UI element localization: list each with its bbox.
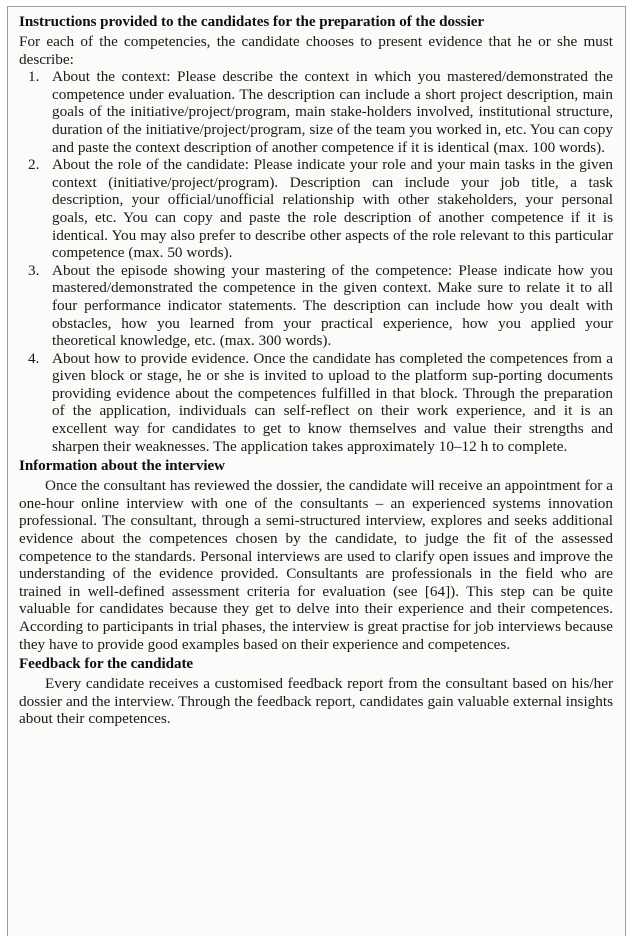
section-heading-feedback: Feedback for the candidate [19,656,194,673]
list-item-text: About how to provide evidence. Once the candidate has completed the competences from a given block or stage, he or she is invited to upload to the platform sup-porting documents providing evidence about the competences fulfilled in that block. Through the preparation of the application, individuals can self-reflect on their work experience, and it is an excellent way for candidates to get to know themselves and value their strengths and sharpen their weaknesses. The application takes approximately 10–12 h to complete. [52,349,613,455]
interview-body-paragraph: Once the consultant has reviewed the dossier, the candidate will receive an appointment for a one-hour online interview with one of the consultants – an experienced systems innovation professional. The consultant, through a semi-structured interview, explores and seeks additional evidence about the competences chosen by the candidate, to judge the fit of the assessed competence to the standards. Personal interviews are used to clarify open issues and improve the understanding of the evidence provided. Consultants are professionals in the field who are trained in well-defined assessment criteria for evaluation (see [64]). This step can be quite valuable for candidates because they get to delve into their experience and their competences. According to participants in trial phases, the interview is great practise for job interviews because they have to provide good examples based on their experience and competences. [19,477,613,653]
list-item-number: 3. [28,261,40,279]
list-item [19,262,613,350]
list-item [19,156,613,262]
feedback-body-paragraph: Every candidate receives a customised feedback report from the consultant based on his/her dossier and the interview. Through the feedback report, candidates gain valuable external insights about their competences. [19,675,613,728]
list-item-text: About the episode showing your mastering of the competence: Please indicate how you mastered/demonstrated the competence in the given context. Make sure to relate it to all four performance indicator statements. The description can include how you dealt with obstacles, how you learned from your practical experience, how you applied your theoretical knowledge, etc. (max. 300 words). [52,261,613,350]
list-item [19,350,613,456]
section-heading-instructions: Instructions provided to the candidates for the preparation of the dossier [19,14,485,30]
list-item-number: 2. [28,156,40,174]
list-item-number: 4. [28,349,40,367]
list-item [19,68,613,156]
document-text-box [7,6,626,936]
list-item-text: About the context: Please describe the context in which you mastered/demonstrated the competence under evaluation. The description can include a short project description, main goals of the initiative/project/program, main stake-holders involved, institutional structure, duration of the initiative/project/program, size of the team you worked in, etc. You can copy and paste the context description of another competence if it is identical (max. 100 words). [52,68,613,156]
section-heading-interview: Information about the interview [19,458,225,475]
instructions-numbered-list [19,68,613,455]
list-item-number: 1. [28,68,40,86]
list-item-text: About the role of the candidate: Please indicate your role and your main tasks in the given context (initiative/project/program). Description can include your job title, a task description, your official/unofficial relationship with other stakeholders, your personal goals, etc. You can copy and paste the role description of another competence if it is identical. You may also prefer to describe other aspects of the role relevant to this particular competence (max. 50 words). [52,156,613,262]
instructions-intro-paragraph: For each of the competencies, the candidate chooses to present evidence that he or she must describe: [19,33,613,68]
